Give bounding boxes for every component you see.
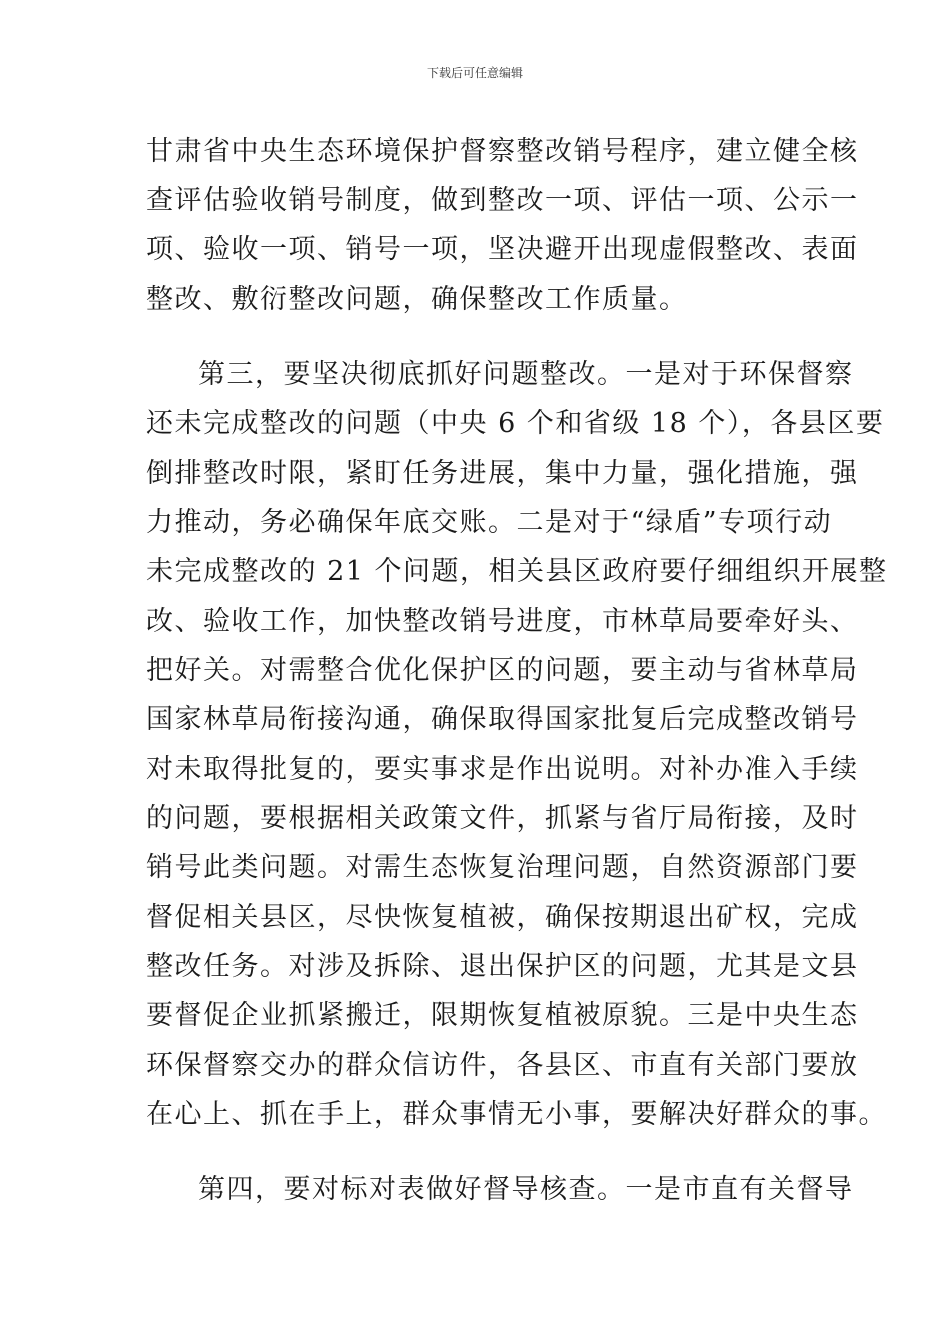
text-line: 在心上、抓在手上，群众事情无小事，要解决好群众的事。 xyxy=(146,1099,887,1130)
text-line: 项、验收一项、销号一项，坚决避开出现虚假整改、表面 xyxy=(146,234,859,265)
text-line: 销号此类问题。对需生态恢复治理问题，自然资源部门要 xyxy=(146,852,859,883)
text-line: 未完成整改的 21 个问题，相关县区政府要仔细组织开展整 xyxy=(146,556,888,587)
text-line: 倒排整改时限，紧盯任务进展，集中力量，强化措施，强 xyxy=(146,458,859,489)
text-line: 要督促企业抓紧搬迁，限期恢复植被原貌。三是中央生态 xyxy=(146,1000,859,1031)
text-line: 把好关。对需整合优化保护区的问题，要主动与省林草局 xyxy=(146,655,859,686)
paragraph-first-line: 第四，要对标对表做好督导核查。一是市直有关督导 xyxy=(198,1174,854,1205)
text-line: 整改任务。对涉及拆除、退出保护区的问题，尤其是文县 xyxy=(146,951,859,982)
text-line: 整改、敷衍整改问题，确保整改工作质量。 xyxy=(146,284,688,315)
text-line: 查评估验收销号制度，做到整改一项、评估一项、公示一 xyxy=(146,185,859,216)
text-line: 改、验收工作，加快整改销号进度，市林草局要牵好头、 xyxy=(146,606,859,637)
text-line: 的问题，要根据相关政策文件，抓紧与省厅局衔接，及时 xyxy=(146,803,859,834)
text-line: 督促相关县区，尽快恢复植被，确保按期退出矿权，完成 xyxy=(146,902,859,933)
text-line: 对未取得批复的，要实事求是作出说明。对补办准入手续 xyxy=(146,754,859,785)
text-line: 环保督察交办的群众信访件，各县区、市直有关部门要放 xyxy=(146,1050,859,1081)
text-line: 国家林草局衔接沟通，确保取得国家批复后完成整改销号 xyxy=(146,704,859,735)
text-line: 甘肃省中央生态环境保护督察整改销号程序，建立健全核 xyxy=(146,136,859,167)
text-line: 力推动，务必确保年底交账。二是对于“绿盾”专项行动 xyxy=(146,507,833,538)
paragraph-first-line: 第三，要坚决彻底抓好问题整改。一是对于环保督察 xyxy=(198,359,854,390)
page-header: 下载后可任意编辑 xyxy=(426,66,523,80)
text-line: 还未完成整改的问题（中央 6 个和省级 18 个），各县区要 xyxy=(146,408,885,439)
